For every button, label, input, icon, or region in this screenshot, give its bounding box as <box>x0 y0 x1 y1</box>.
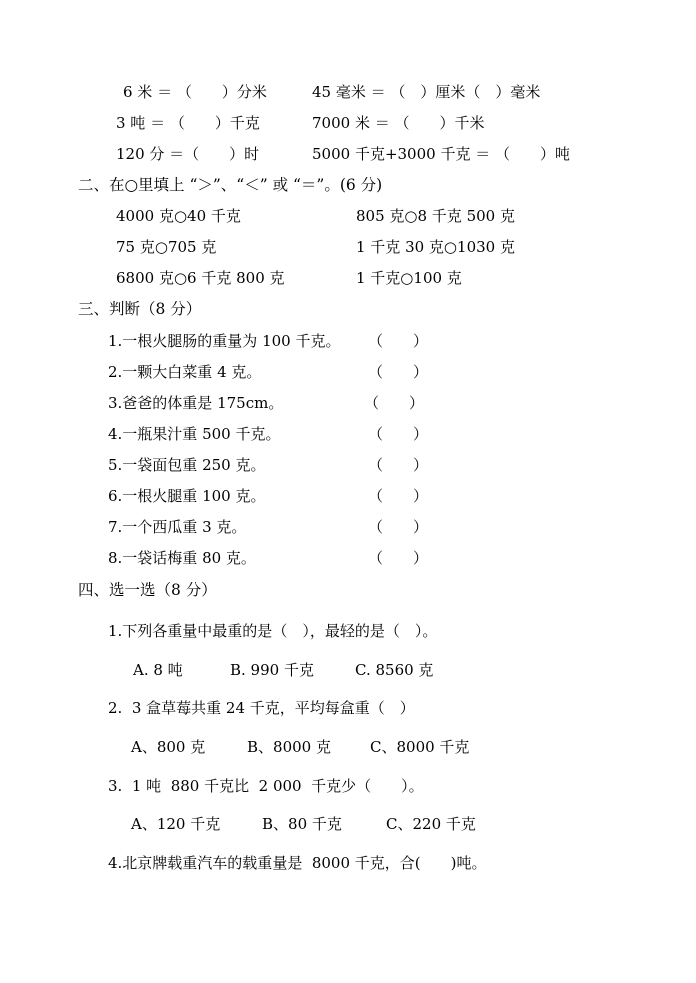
choice-question-4: 4.北京牌载重汽车的载重量是 8000 千克，合( )吨。 <box>108 854 487 872</box>
compare-2-left: 75 克○705 克 <box>116 238 217 256</box>
conversion-3-right: 5000 千克+3000 千克 ＝ （ ）吨 <box>312 145 570 163</box>
judge-blank-2: （ ） <box>368 363 429 381</box>
judge-item-6: 6.一根火腿重 100 克。 <box>108 487 266 505</box>
section3-heading: 三、判断（8 分） <box>78 300 202 318</box>
section2-heading: 二、在○里填上 “＞”、“＜” 或 “＝”。(6 分) <box>78 176 383 194</box>
judge-blank-5: （ ） <box>368 456 429 474</box>
compare-3-right: 1 千克○100 克 <box>356 269 462 287</box>
choice-3-option-c: C、220 千克 <box>386 815 476 833</box>
judge-blank-6: （ ） <box>368 487 429 505</box>
judge-blank-3: （ ） <box>364 394 425 412</box>
judge-item-1: 1.一根火腿肠的重量为 100 千克。 <box>108 332 341 350</box>
choice-1-option-b: B. 990 千克 <box>230 661 314 679</box>
compare-2-right: 1 千克 30 克○1030 克 <box>356 238 515 256</box>
choice-3-option-b: B、80 千克 <box>262 815 342 833</box>
conversion-1-left: 6 米 ＝ （ ）分米 <box>123 83 267 101</box>
judge-item-7: 7.一个西瓜重 3 克。 <box>108 518 247 536</box>
choice-1-option-c: C. 8560 克 <box>355 661 434 679</box>
compare-3-left: 6800 克○6 千克 800 克 <box>116 269 285 287</box>
conversion-2-left: 3 吨 ＝ （ ）千克 <box>116 114 260 132</box>
choice-question-1: 1.下列各重量中最重的是（ ），最轻的是（ ）。 <box>108 622 438 640</box>
judge-blank-8: （ ） <box>368 549 429 567</box>
conversion-2-right: 7000 米 ＝ （ ）千米 <box>312 114 485 132</box>
judge-item-3: 3.爸爸的体重是 175cm。 <box>108 394 284 412</box>
choice-1-option-a: A. 8 吨 <box>133 661 183 679</box>
compare-1-left: 4000 克○40 千克 <box>116 207 241 225</box>
judge-item-8: 8.一袋话梅重 80 克。 <box>108 549 256 567</box>
compare-1-right: 805 克○8 千克 500 克 <box>356 207 515 225</box>
conversion-3-left: 120 分 ＝（ ）时 <box>116 145 260 163</box>
choice-2-option-a: A、800 克 <box>131 738 206 756</box>
judge-blank-1: （ ） <box>368 332 429 350</box>
conversion-1-right: 45 毫米 ＝ （ ）厘米（ ）毫米 <box>312 83 541 101</box>
judge-item-2: 2.一颗大白菜重 4 克。 <box>108 363 262 381</box>
choice-2-option-b: B、8000 克 <box>247 738 331 756</box>
judge-blank-7: （ ） <box>368 518 429 536</box>
judge-blank-4: （ ） <box>368 425 429 443</box>
judge-item-5: 5.一袋面包重 250 克。 <box>108 456 266 474</box>
judge-item-4: 4.一瓶果汁重 500 千克。 <box>108 425 281 443</box>
choice-3-option-a: A、120 千克 <box>131 815 221 833</box>
choice-question-3: 3. 1 吨 880 千克比 2 000 千克少（ ）。 <box>108 777 424 795</box>
section4-heading: 四、选一选（8 分） <box>78 581 217 599</box>
choice-2-option-c: C、8000 千克 <box>370 738 470 756</box>
choice-question-2: 2. 3 盒草莓共重 24 千克，平均每盒重（ ） <box>108 699 415 717</box>
